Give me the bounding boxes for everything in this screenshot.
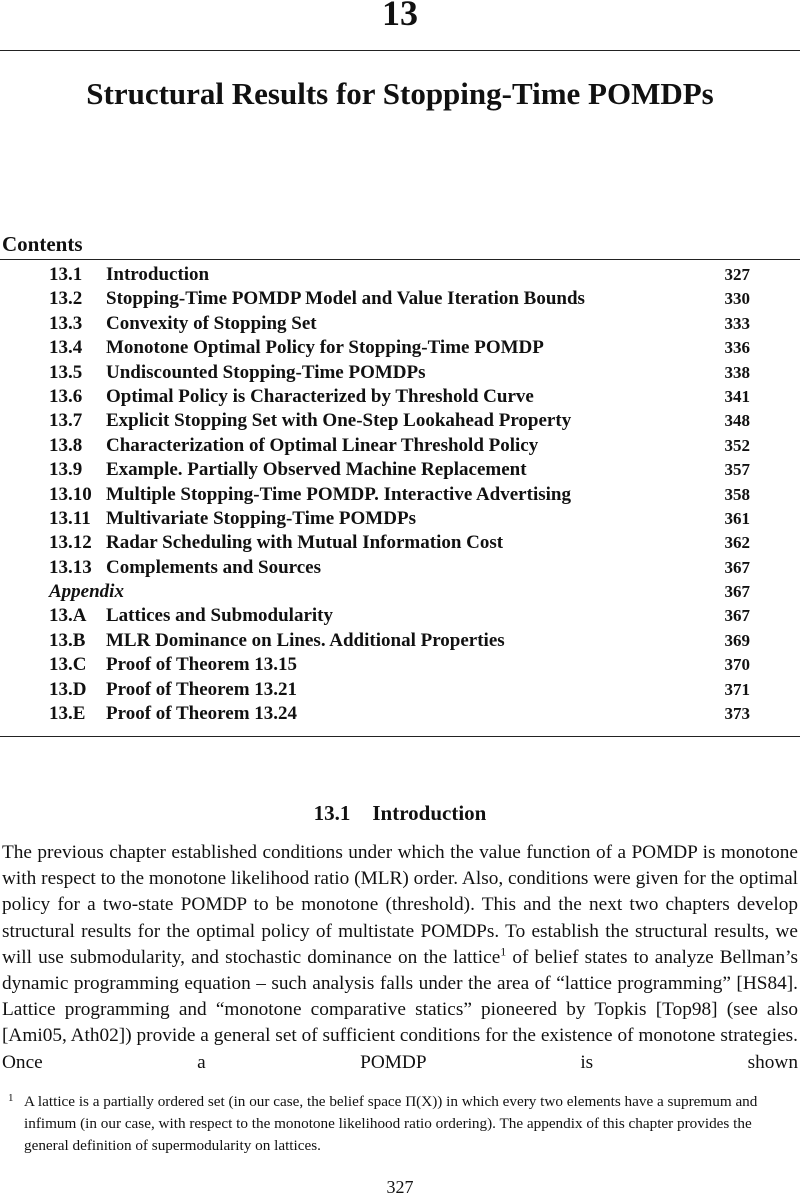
footnote-text: A lattice is a partially ordered set (in our case, the belief space Π(X)) in which every two elements have a supremum and infimum (in our case, with respect to the monotone likelihood ratio ordering). The appendix of this chapter provides the general definition of supermodularity on lattices.: [24, 1093, 758, 1154]
toc-entry-page: 357: [724, 460, 750, 480]
paragraph-text-part-2: of belief states to analyze Bellman’s dynamic programming equation – such analysis falls under the area of “lattice programming” [HS84]. Lattice programming and “monotone comparative statics” pioneered by Topkis [Top98] (see also [Ami05, Ath02]) provide a general set of sufficient conditions for the existence of monotone strategies. Once a POMDP is shown: [2, 946, 798, 1073]
toc-entry-title: Radar Scheduling with Mutual Information Cost: [106, 532, 504, 554]
contents-bottom-rule: [0, 736, 800, 737]
section-heading: [0, 801, 800, 826]
toc-entry-number: 13.B: [49, 629, 86, 651]
paragraph-text-part-1: The previous chapter established conditions under which the value function of a POMDP is monotone with respect to the monotone likelihood ratio (MLR) order. Also, conditions were given for the optimal policy for a two-state POMDP to be monotone (threshold). This and the next two chapters develop structural results for the optimal policy of multistate POMDPs. To establish the structural results, we will use submodularity, and stochastic dominance on the lattice: [2, 842, 798, 968]
body-paragraph: [2, 840, 798, 1076]
toc-entry-page: 367: [724, 606, 750, 626]
header-rule: [0, 50, 800, 51]
toc-entry-page: 373: [724, 704, 750, 724]
toc-entry-title: Complements and Sources: [106, 556, 321, 578]
toc-entry-title: Proof of Theorem 13.24: [106, 703, 298, 725]
toc-entry-page: 361: [724, 508, 750, 528]
toc-entry-page: 330: [724, 289, 750, 309]
toc-entry-title: Explicit Stopping Set with One-Step Lookahead Property: [106, 410, 572, 432]
contents-heading: Contents: [2, 232, 83, 256]
toc-entry[interactable]: [0, 263, 800, 287]
section-title: Introduction: [372, 801, 487, 825]
toc-entry[interactable]: [0, 409, 800, 433]
section-number: 13.1: [313, 801, 351, 825]
toc-appendix-label: Appendix: [49, 581, 124, 603]
toc-entry[interactable]: [0, 678, 800, 702]
toc-entry-number: 13.E: [49, 703, 86, 725]
toc-entry[interactable]: [0, 336, 800, 360]
toc-entry-page: 358: [724, 484, 750, 504]
toc-entry-title: Undiscounted Stopping-Time POMDPs: [106, 361, 426, 383]
toc-entry-page: 367: [724, 557, 750, 577]
toc-entry-page: 341: [724, 386, 750, 406]
footnote-mark: 1: [8, 1092, 14, 1104]
toc-entry[interactable]: [0, 556, 800, 580]
toc-entry-number: 13.12: [49, 532, 92, 554]
toc-entry-title: Proof of Theorem 13.21: [106, 678, 298, 700]
toc-entry-title: Proof of Theorem 13.15: [106, 654, 298, 676]
toc-entry-page: 369: [724, 630, 750, 650]
toc-entry-number: 13.9: [49, 459, 83, 481]
footnote: [8, 1091, 788, 1157]
toc-entry-number: 13.4: [49, 337, 83, 359]
toc-entry-page: 348: [724, 411, 750, 431]
toc-entry-page: 327: [724, 265, 750, 284]
contents-top-rule: [0, 259, 800, 260]
toc-entry-number: 13.C: [49, 654, 87, 676]
toc-entry-number: 13.A: [49, 605, 87, 627]
toc-entry[interactable]: [0, 483, 800, 507]
toc-entry-page: 371: [724, 679, 750, 699]
toc-entry-page: 352: [724, 435, 750, 455]
toc-entry-title: Characterization of Optimal Linear Threshold Policy: [106, 434, 539, 456]
toc-entry[interactable]: [0, 312, 800, 336]
toc-entry[interactable]: [0, 702, 800, 726]
toc-entry[interactable]: [0, 653, 800, 677]
toc-entry-page: 336: [724, 338, 750, 358]
toc-entry-title: Lattices and Submodularity: [106, 605, 333, 627]
toc-entry-number: 13.10: [49, 483, 92, 505]
toc-entry-title: Example. Partially Observed Machine Replacement: [106, 459, 527, 481]
toc-entry-number: 13.3: [49, 312, 83, 334]
toc-appendix-entry[interactable]: [0, 580, 800, 604]
toc-entry-title: Introduction: [106, 264, 210, 285]
toc-entry[interactable]: [0, 604, 800, 628]
toc-entry[interactable]: [0, 507, 800, 531]
toc-entry-number: 13.11: [49, 507, 91, 529]
toc-entry-title: Monotone Optimal Policy for Stopping-Time POMDP: [106, 337, 544, 359]
toc-entry-number: 13.6: [49, 385, 83, 407]
toc-entry[interactable]: [0, 385, 800, 409]
page-number: 327: [386, 1177, 414, 1197]
toc-entry[interactable]: [0, 629, 800, 653]
toc-entry-number: 13.D: [49, 678, 87, 700]
toc-entry-title: Multiple Stopping-Time POMDP. Interactive Advertising: [106, 483, 571, 505]
toc-entry-number: 13.13: [49, 556, 92, 578]
toc-entry[interactable]: [0, 434, 800, 458]
table-of-contents: [0, 263, 800, 726]
toc-entry-title: Stopping-Time POMDP Model and Value Iteration Bounds: [106, 288, 585, 310]
toc-entry-number: 13.2: [49, 288, 83, 310]
toc-entry[interactable]: [0, 531, 800, 555]
toc-entry-number: 13.1: [49, 264, 83, 285]
toc-entry-title: Convexity of Stopping Set: [106, 312, 317, 334]
toc-entry-number: 13.5: [49, 361, 83, 383]
chapter-title: Structural Results for Stopping-Time POMDPs: [86, 76, 714, 111]
toc-entry-title: MLR Dominance on Lines. Additional Properties: [106, 629, 505, 651]
toc-entry[interactable]: [0, 287, 800, 311]
toc-appendix-page: 367: [724, 582, 750, 602]
chapter-number: 13: [382, 0, 418, 33]
toc-entry[interactable]: [0, 361, 800, 385]
toc-entry-page: 362: [724, 533, 750, 553]
toc-entry-page: 333: [724, 313, 750, 333]
toc-entry-title: Optimal Policy is Characterized by Threshold Curve: [106, 385, 534, 407]
toc-entry-page: 370: [724, 655, 750, 675]
footnote-reference[interactable]: 1: [500, 944, 507, 959]
toc-entry-number: 13.8: [49, 434, 83, 456]
toc-entry-title: Multivariate Stopping-Time POMDPs: [106, 507, 416, 529]
toc-entry-page: 338: [724, 362, 750, 382]
toc-entry[interactable]: [0, 458, 800, 482]
toc-entry-number: 13.7: [49, 410, 83, 432]
